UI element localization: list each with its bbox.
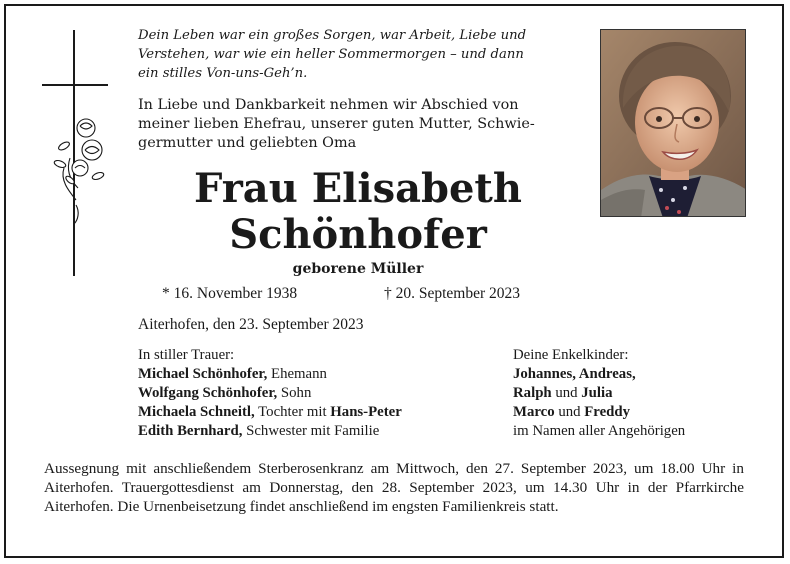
mourners-family bbox=[138, 346, 402, 441]
portrait-image-icon bbox=[601, 30, 746, 217]
intro-text bbox=[138, 96, 578, 153]
mourner-row: Michael Schönhofer, Ehemann bbox=[138, 366, 327, 382]
maiden-name: geborene Müller bbox=[292, 261, 424, 277]
intro-line: meiner lieben Ehefrau, unserer guten Mutter, Schwie- bbox=[138, 116, 535, 132]
mourners-heading: In stiller Trauer: bbox=[138, 347, 235, 363]
mourner-row: Marco und Freddy bbox=[513, 404, 630, 420]
mourners-grandchildren bbox=[513, 346, 685, 441]
mourner-row: Wolfgang Schönhofer, Sohn bbox=[138, 385, 312, 401]
mourner-row: Edith Bernhard, Schwester mit Familie bbox=[138, 423, 380, 439]
poem-line: ein stilles Von-uns-Geh’n. bbox=[138, 66, 308, 81]
intro-line: In Liebe und Dankbarkeit nehmen wir Abschied von bbox=[138, 97, 519, 113]
portrait-photo bbox=[600, 29, 746, 217]
deceased-name-last: Schönhofer bbox=[229, 211, 487, 258]
deceased-name-first: Frau Elisabeth bbox=[194, 165, 522, 212]
mourner-row: Michaela Schneitl, Tochter mit Hans-Peter bbox=[138, 404, 402, 420]
intro-line: germutter und geliebten Oma bbox=[138, 135, 357, 151]
poem-line: Dein Leben war ein großes Sorgen, war Arbeit, Liebe und bbox=[138, 28, 527, 43]
cross-with-roses-icon bbox=[40, 30, 110, 276]
place-and-date: Aiterhofen, den 23. September 2023 bbox=[138, 316, 364, 333]
funeral-details: Aussegnung mit anschließendem Sterberosenkranz am Mittwoch, den 27. September 2023, um 18.00 Uhr in Aiterhofen. Trauergottesdienst am Donnerstag, den 28. September 2023, um 14.30 Uhr in der Pfarrkirche Aiterhofen. Die Urnenbeisetzung findet anschließend im engsten Familienkreis statt. bbox=[44, 460, 744, 515]
birth-date: * 16. November 1938 bbox=[162, 285, 298, 302]
mourner-row: Ralph und Julia bbox=[513, 385, 613, 401]
mourner-row: im Namen aller Angehörigen bbox=[513, 423, 686, 439]
mourner-row: Johannes, Andreas, bbox=[513, 366, 636, 382]
death-date: † 20. September 2023 bbox=[384, 285, 521, 302]
mourners-heading: Deine Enkelkinder: bbox=[513, 347, 629, 363]
poem bbox=[138, 26, 578, 83]
poem-line: Verstehen, war wie ein heller Sommermorgen – und dann bbox=[138, 47, 524, 62]
